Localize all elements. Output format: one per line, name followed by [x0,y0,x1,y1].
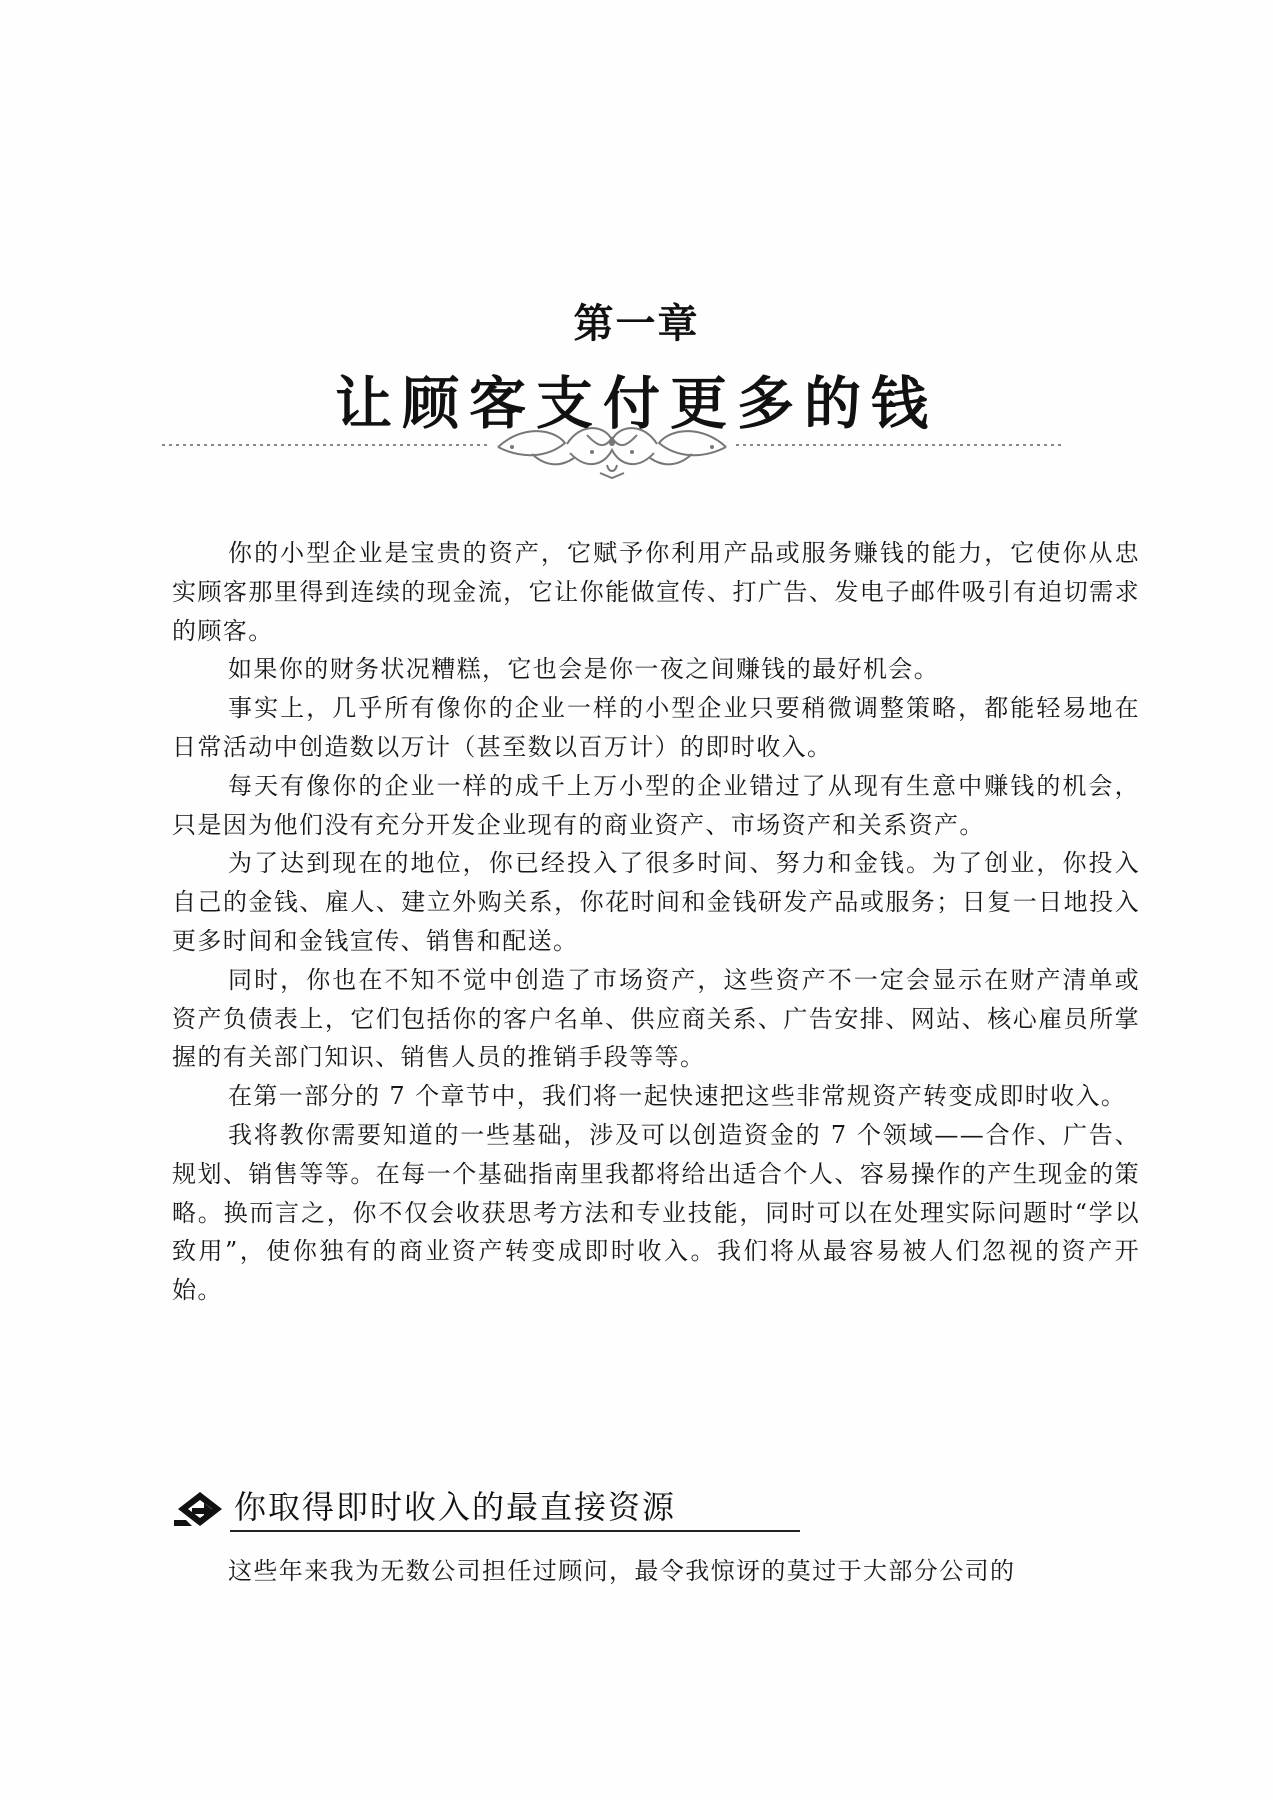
paragraph: 如果你的财务状况糟糕，它也会是你一夜之间赚钱的最好机会。 [228,655,940,684]
paragraph: 为了达到现在的地位，你已经投入了很多时间、努力和金钱。为了创业，你投入自己的金钱、雇人、建立外购关系，你花时间和金钱研发产品或服务；日复一日地投入更多时间和金钱宣传、销售和配送。 [172,849,1140,955]
section-underline [230,1530,800,1532]
chapter-body [172,534,1140,1310]
section-body [172,1552,1140,1591]
chapter-title: 让顾客支付更多的钱 [335,370,938,437]
paragraph: 这些年来我为无数公司担任过顾问，最令我惊讶的莫过于大部分公司的 [228,1557,1016,1585]
paragraph: 你的小型企业是宝贵的资产，它赋予你利用产品或服务赚钱的能力，它使你从忠实顾客那里得到连续的现金流，它让你能做宣传、打广告、发电子邮件吸引有迫切需求的顾客。 [172,539,1140,645]
paragraph: 我将教你需要知道的一些基础，涉及可以创造资金的 7 个领域——合作、广告、规划、销售等等。在每一个基础指南里我都将给出适合个人、容易操作的产生现金的策略。换而言之，你不仅会收获思考方法和专业技能，同时可以在处理实际问题时“学以致用”，使你独有的商业资产转变成即时收入。我们将从最容易被人们忽视的资产开始。 [172,1120,1140,1305]
section-title: 你取得即时收入的最直接资源 [234,1488,677,1526]
section-heading [172,1484,800,1534]
diamond-arrow-icon [172,1488,230,1530]
chapter-number: 第一章 [573,300,700,347]
paragraph: 每天有像你的企业一样的成千上万小型的企业错过了从现有生意中赚钱的机会，只是因为他们没有充分开发企业现有的商业资产、市场资产和关系资产。 [172,771,1140,839]
paragraph: 在第一部分的 7 个章节中，我们将一起快速把这些非常规资产转变成即时收入。 [228,1082,1127,1111]
paragraph: 事实上，几乎所有像你的企业一样的小型企业只要稍微调整策略，都能轻易地在日常活动中创造数以万计（甚至数以百万计）的即时收入。 [172,694,1140,761]
paragraph: 同时，你也在不知不觉中创造了市场资产，这些资产不一定会显示在财产清单或资产负债表上，它们包括你的客户名单、供应商关系、广告安排、网站、核心雇员所掌握的有关部门知识、销售人员的推销手段等等。 [172,965,1140,1072]
ornamental-divider [162,420,1062,484]
